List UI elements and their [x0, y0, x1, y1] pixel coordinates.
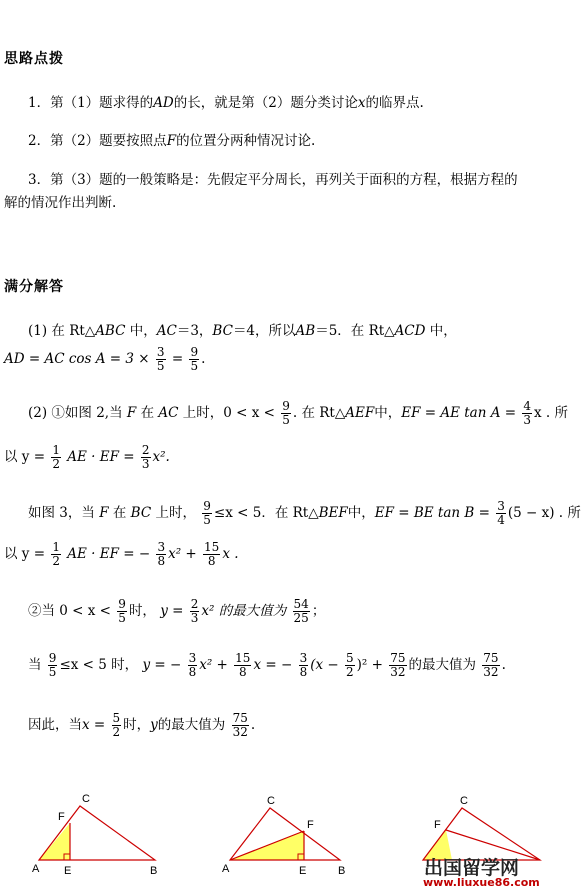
solution-conclusion: 因此，当x = $\frac{5}{2}$ 时，y的最大值为 $\frac{75}{32}$ . [28, 711, 256, 739]
figure-2-label-f: F [307, 819, 314, 831]
tip-item-3-line1: 3．第（3）题的一般策略是：先假定平分周长，再列关于面积的方程，根据方程的 [28, 172, 518, 188]
figure-1-label-b: B [150, 865, 158, 877]
figure-2-label-b: B [338, 865, 346, 877]
solution-part2-max2: 当 $\frac{9}{5}$ ≤x < 5 时， y = − $\frac{3}{8}$ x² + $\frac{15}{8}$ x = − $\frac{3}{8}$ (x − $\frac{5}{2}$ )² + $\frac{75}{32}$ 的最大值为 $\frac{75}{32}$ . [28, 651, 506, 679]
section-heading-solution: 满分解答 [4, 279, 64, 295]
tip-item-2: 2．第（2）题要按照点F的位置分两种情况讨论. [28, 133, 316, 149]
solution-part2-case2-line2: 以 y = $\frac{1}{2}$ AE · EF = − $\frac{3}{8}$ x² + $\frac{15}{8}$ x . [4, 540, 239, 568]
section-heading-tips: 思路点拨 [4, 51, 64, 67]
solution-part2-max1: ②当 0 < x < $\frac{9}{5}$ 时， y = $\frac{2}{3}$ x² 的最大值为 $\frac{54}{25}$ ； [28, 597, 326, 625]
figure-1-label-c: C [82, 793, 90, 805]
figure-2-label-a: A [222, 863, 230, 875]
figure-1-label-e: E [64, 865, 72, 877]
figure-2-label-e: E [299, 865, 307, 877]
solution-part2-case1-line1: (2) ①如图 2,当 F 在 AC 上时，0 < x < $\frac{9}{5}$ . 在 Rt△AEF中，EF = AE tan A = $\frac{4}{3}$ x . 所 [28, 399, 568, 427]
solution-part2-case1-line2: 以 y = $\frac{1}{2}$ AE · EF = $\frac{2}{3}$ x². [4, 443, 170, 471]
watermark-url: www.liuxue86.com [423, 876, 540, 889]
figure-3-label-c: C [460, 795, 468, 807]
figure-3-label-f: F [434, 819, 441, 831]
solution-part1-line1: (1) 在 Rt△ABC 中，AC＝3，BC＝4，所以AB＝5．在 Rt△ACD 中， [28, 323, 457, 339]
figure-3 [423, 795, 540, 860]
figure-1 [32, 793, 157, 877]
solution-part2-case2-line1: 如图 3，当 F 在 BC 上时， $\frac{9}{5}$ ≤x < 5．在 Rt△BEF中，EF = BE tan B = $\frac{3}{4}$ (5 − x) . 所 [28, 499, 581, 527]
figure-1-label-a: A [32, 863, 40, 875]
tip-item-3-line2: 解的情况作出判断. [4, 195, 117, 211]
figure-2 [222, 795, 345, 877]
figure-1-label-f: F [58, 811, 65, 823]
tip-item-1: 1．第（1）题求得的AD的长，就是第（2）题分类讨论x的临界点. [28, 95, 424, 111]
solution-part1-line2: AD = AC cos A = 3 × $\frac{3}{5}$ = $\frac{9}{5}$ . [4, 345, 206, 373]
watermark-logo-text: 出国留学网 [424, 857, 520, 879]
figure-2-label-c: C [267, 795, 275, 807]
